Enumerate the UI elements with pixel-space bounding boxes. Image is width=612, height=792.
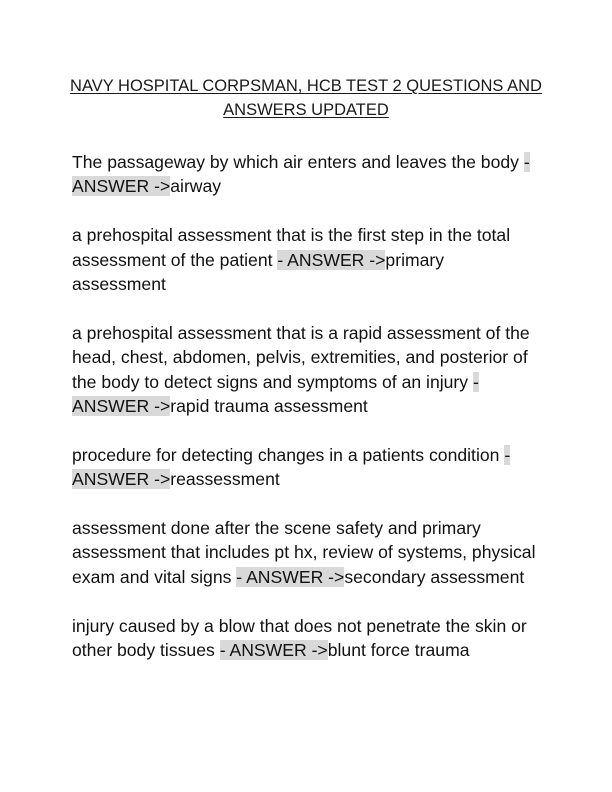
question-text: a prehospital assessment that is a rapid assessment of the head, chest, abdomen, pelvis, extremities, and posterior of the body to detect signs and symptoms of an injury [72, 322, 530, 392]
qa-item [72, 443, 542, 492]
title-line-2: ANSWERS UPDATED [223, 101, 389, 119]
qa-item [72, 516, 542, 589]
answer-text: secondary assessment [344, 566, 525, 587]
answer-marker: - ANSWER -> [72, 444, 511, 490]
question-text: The passageway by which air enters and leaves the body [72, 152, 519, 172]
answer-marker: - ANSWER -> [236, 566, 345, 587]
answer-text: primary assessment [72, 249, 445, 295]
qa-item [72, 321, 542, 419]
document-title [60, 74, 552, 122]
answer-marker: - ANSWER -> [72, 152, 530, 197]
answer-marker: - ANSWER -> [277, 249, 386, 270]
qa-item [72, 223, 542, 296]
answer-text: blunt force trauma [327, 640, 470, 661]
answer-marker: - ANSWER -> [72, 371, 479, 417]
question-text: assessment done after the scene safety and primary assessment that includes pt hx, review of systems, physical exam and vital signs [72, 518, 536, 587]
qa-item [72, 614, 542, 663]
qa-item [72, 150, 542, 199]
answer-text: rapid trauma assessment [170, 396, 368, 417]
answer-marker: - ANSWER -> [219, 640, 328, 661]
answer-text: reassessment [170, 469, 280, 490]
question-text: a prehospital assessment that is the first step in the total assessment of the patient [72, 225, 511, 270]
answer-text: airway [170, 176, 222, 197]
question-text: injury caused by a blow that does not penetrate the skin or other body tissues [72, 615, 527, 661]
qa-list [72, 150, 542, 687]
question-text: procedure for detecting changes in a patients condition [72, 444, 500, 465]
title-line-1: NAVY HOSPITAL CORPSMAN, HCB TEST 2 QUESTIONS AND [70, 77, 542, 95]
